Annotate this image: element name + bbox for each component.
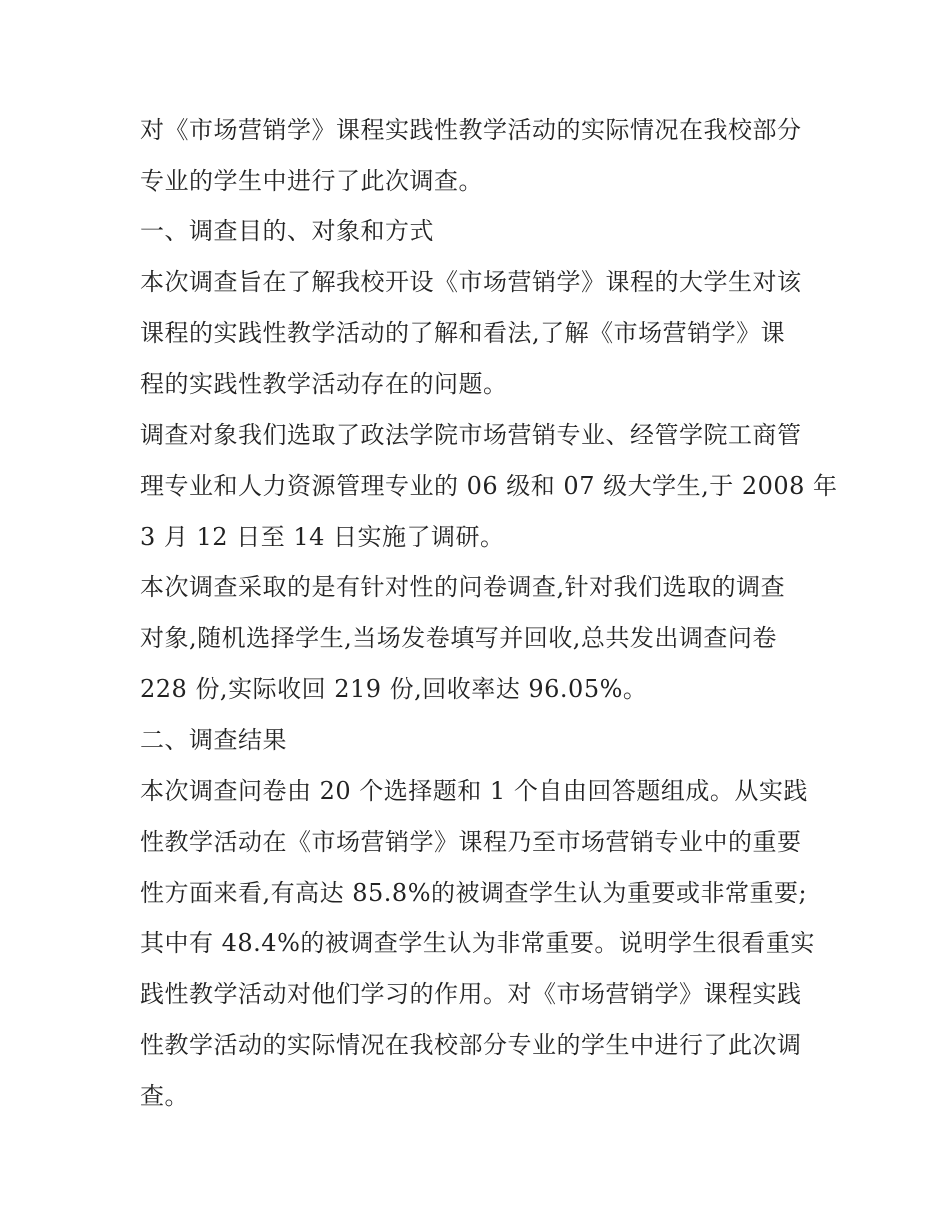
- text-line: 查。: [140, 1082, 189, 1110]
- text-line: 本次调查采取的是有针对性的问卷调查,针对我们选取的调查: [140, 573, 786, 601]
- text-line: 专业的学生中进行了此次调查。: [140, 167, 483, 195]
- section-heading: 二、调查结果: [140, 726, 287, 754]
- text-line: 课程的实践性教学活动的了解和看法,了解《市场营销学》课: [140, 319, 786, 347]
- text-line: 理专业和人力资源管理专业的 06 级和 07 级大学生,于 2008 年: [140, 472, 838, 500]
- text-line: 对象,随机选择学生,当场发卷填写并回收,总共发出调查问卷: [140, 624, 777, 652]
- text-line: 性方面来看,有高达 85.8%的被调查学生认为重要或非常重要;: [140, 879, 808, 907]
- text-line: 程的实践性教学活动存在的问题。: [140, 370, 508, 398]
- text-line: 对《市场营销学》课程实践性教学活动的实际情况在我校部分: [140, 116, 802, 144]
- text-line: 性教学活动在《市场营销学》课程乃至市场营销专业中的重要: [140, 828, 802, 856]
- text-line: 调查对象我们选取了政法学院市场营销专业、经管学院工商管: [140, 421, 802, 449]
- text-line: 228 份,实际收回 219 份,回收率达 96.05%。: [140, 675, 648, 703]
- section-heading: 一、调查目的、对象和方式: [140, 217, 434, 245]
- text-line: 性教学活动的实际情况在我校部分专业的学生中进行了此次调: [140, 1031, 802, 1059]
- text-line: 本次调查旨在了解我校开设《市场营销学》课程的大学生对该: [140, 268, 802, 296]
- text-line: 3 月 12 日至 14 日实施了调研。: [140, 523, 505, 551]
- text-line: 践性教学活动对他们学习的作用。对《市场营销学》课程实践: [140, 980, 802, 1008]
- text-line: 其中有 48.4%的被调查学生认为非常重要。说明学生很看重实: [140, 929, 815, 957]
- text-line: 本次调查问卷由 20 个选择题和 1 个自由回答题组成。从实践: [140, 777, 808, 805]
